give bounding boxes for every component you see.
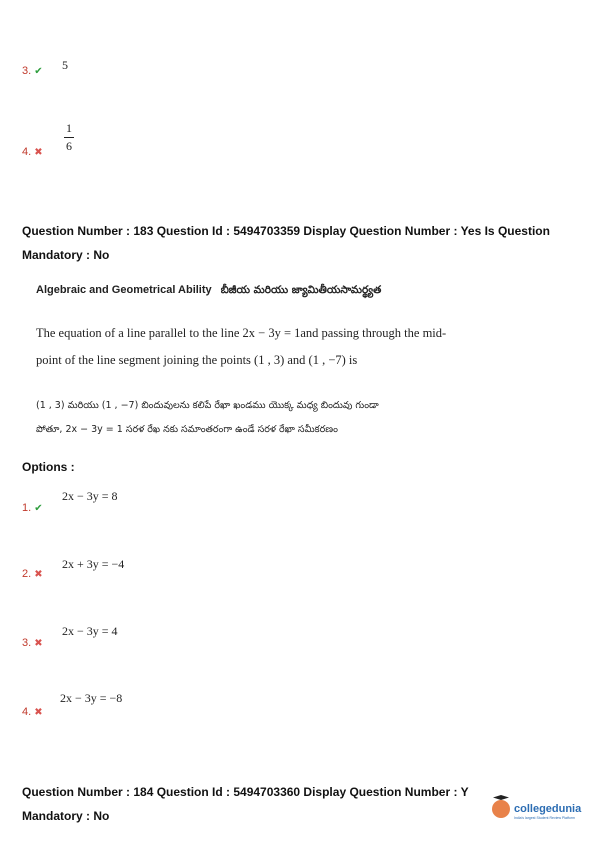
cross-icon: ✖ <box>34 707 43 718</box>
option-1-value: 2x − 3y = 8 <box>62 489 118 503</box>
question-text-te-line-2: పోతూ, 2x − 3y = 1 సరళ రేఖ నకు సమాంతరంగా ఉండే సరళ రేఖా సమీకరణం <box>36 424 338 435</box>
option-2-value: 2x + 3y = −4 <box>62 557 125 571</box>
option-4-value: 2x − 3y = −8 <box>60 691 123 705</box>
check-icon: ✔ <box>34 66 43 77</box>
fraction-numerator: 1 <box>66 121 72 135</box>
options-label: Options : <box>22 460 75 474</box>
question-mandatory: Mandatory : No <box>22 248 110 262</box>
question-text-line-2: point of the line segment joining the points (1 , 3) and (1 , −7) is <box>36 353 358 367</box>
next-question-header: Question Number : 184 Question Id : 5494703360 Display Question Number : Y <box>22 785 469 799</box>
prev-option-4-number: 4. ✖ <box>22 146 43 158</box>
section-label <box>36 284 381 299</box>
section-label-te: బీజీయ మరియు జ్యామితీయసామర్థ్యత <box>220 284 382 296</box>
logo-text: collegedunia <box>514 803 582 815</box>
logo-tagline: India's largest Student Review Platform <box>514 816 575 820</box>
logo-mascot-icon <box>492 800 510 818</box>
fraction-bar <box>64 137 74 138</box>
section-label-en: Algebraic and Geometrical Ability <box>36 284 212 296</box>
prev-option-3-value: 5 <box>62 58 68 72</box>
option-2-number: 2. ✖ <box>22 568 43 580</box>
option-3-number: 3. ✖ <box>22 637 43 649</box>
question-text-te-line-1: (1 , 3) మరియు (1 , −7) బిందువులను కలిపే రేఖా ఖండము యొక్క మధ్య బిందువు గుండా <box>36 400 379 411</box>
question-text-line-1: The equation of a line parallel to the line 2x − 3y = 1and passing through the mid- <box>36 326 447 340</box>
next-question-mandatory: Mandatory : No <box>22 809 110 823</box>
question-header: Question Number : 183 Question Id : 5494703359 Display Question Number : Yes Is Question <box>22 224 550 238</box>
fraction-denominator: 6 <box>66 139 72 153</box>
option-3-value: 2x − 3y = 4 <box>62 624 118 638</box>
cross-icon: ✖ <box>34 569 43 580</box>
check-icon: ✔ <box>34 503 43 514</box>
option-4-number: 4. ✖ <box>22 706 43 718</box>
prev-option-3-number: 3. ✔ <box>22 65 43 77</box>
option-1-number: 1. ✔ <box>22 502 43 514</box>
prev-option-4-fraction <box>64 122 74 155</box>
collegedunia-logo <box>492 800 592 820</box>
cross-icon: ✖ <box>34 638 43 649</box>
cross-icon: ✖ <box>34 147 43 158</box>
